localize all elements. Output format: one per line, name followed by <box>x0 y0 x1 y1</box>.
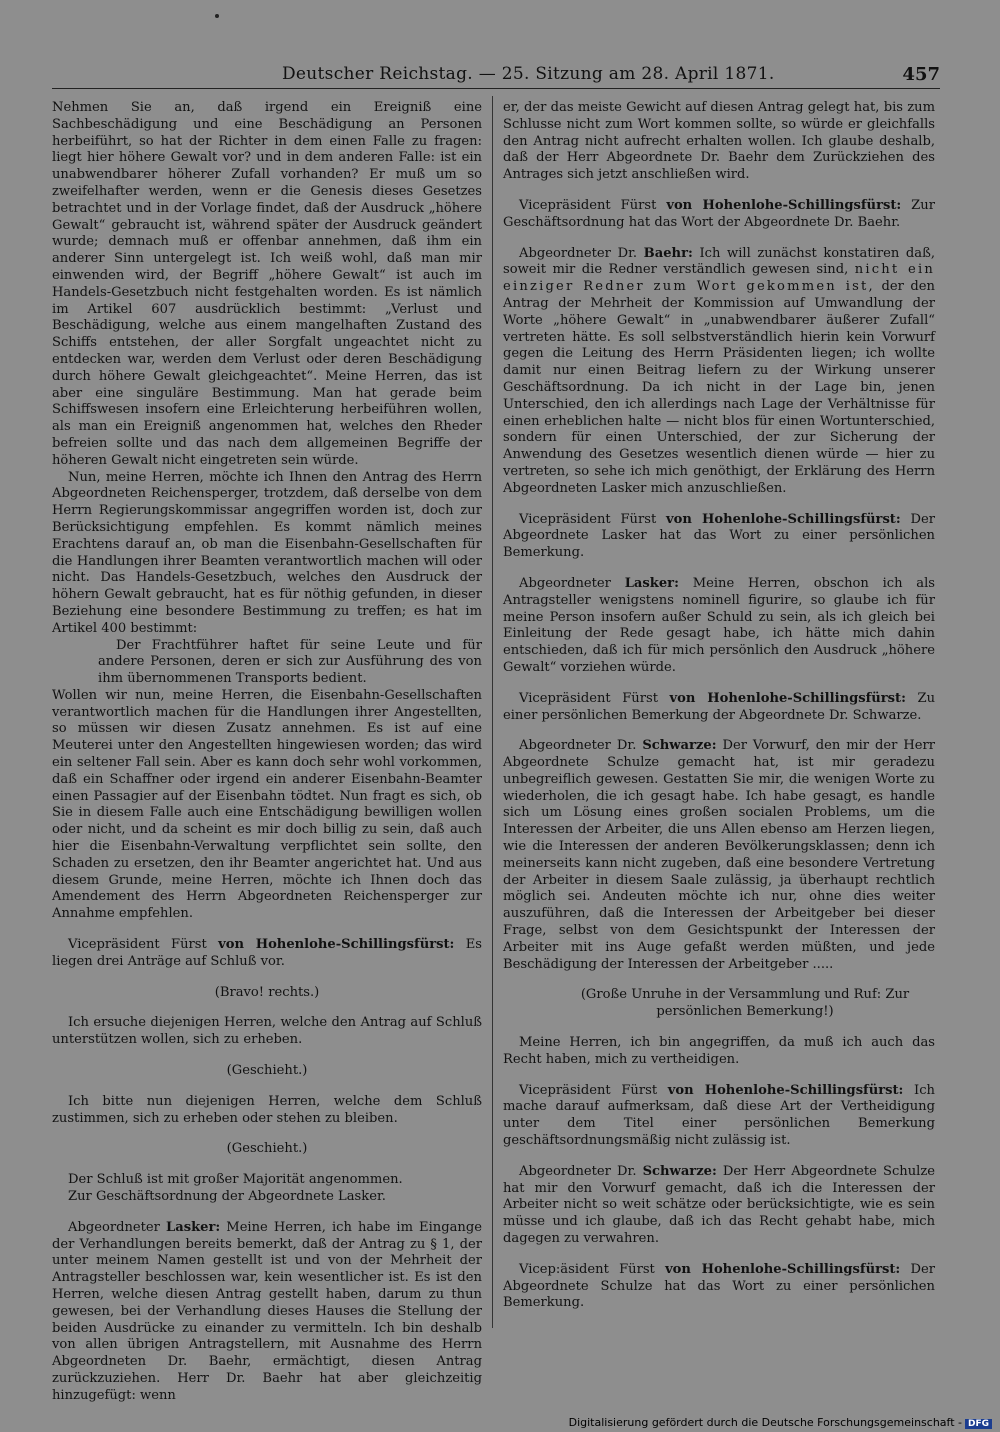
paragraph: Nun, meine Herren, möchte ich Ihnen den Antrag des Herrn Abgeordneten Reichensperger, trotzdem, daß derselbe von dem Herrn Regierungskommissar angegriffen worden ist, doch zur Berücksichtigung empfehlen. Es kommt nämlich meines Erachtens darauf an, ob man die Eisenbahn-Gesellschaften für die Handlungen ihrer Beamten verantwortlich machen will oder nicht. Das Handels-Gesetzbuch, welches den Ausdruck der höhern Gewalt gebraucht, hat es für nöthig gefunden, in dieser Beziehung eine besondere Bestimmung zu treffen; es hat im Artikel 400 bestimmt: <box>52 469 482 636</box>
interjection: (Bravo! rechts.) <box>214 984 320 1000</box>
page-number: 457 <box>902 64 940 85</box>
speech-text: Meine Herren, obschon ich als Antragsteller wenigstens nominell figurire, so glaube ich für meine Person insofern außer Schuld zu sein, als ich gleich bei Einleitung der Rede gesagt habe, ich hätte mich dahin entschieden, daß ich für mich persönlich den Ausdruck „höhere Gewalt“ vorziehen würde. <box>503 575 935 675</box>
speaker-role: Vicepräsident Fürst <box>519 1082 658 1098</box>
speaker-paragraph <box>503 1164 935 1248</box>
running-title: Deutscher Reichstag. — 25. Sitzung am 28. April 1871. <box>282 64 775 84</box>
speech-text: Der Herr Abgeordnete Schulze hat mir den Vorwurf gemacht, daß ich die Interessen der Arbeiter nicht so weit schätze oder berücksichtigte, wie es sein müsse und ich glaube, daß ich das Recht gehabt habe, mich dagegen zu verwahren. <box>503 1163 935 1247</box>
block-quote: Der Frachtführer haftet für seine Leute und für andere Personen, deren er sich zur Ausführung des von ihm übernommenen Transports bedient. <box>98 637 482 687</box>
interjection: (Geschieht.) <box>226 1141 308 1157</box>
speaker-paragraph <box>52 937 482 971</box>
speaker-name: von Hohenlohe-Schillingsfürst: <box>665 1261 901 1277</box>
speaker-role: Vicepräsident Fürst <box>519 511 657 527</box>
spaced-emphasis: nicht ein einziger Redner zum Wort gekommen ist, <box>503 262 935 295</box>
speaker-paragraph <box>503 1083 935 1150</box>
paragraph: Ich bitte nun diejenigen Herren, welche dem Schluß zustimmen, sich zu erheben oder stehen zu bleiben. <box>52 1093 482 1126</box>
speaker-paragraph <box>503 576 935 677</box>
speaker-role: Vicepräsident Fürst <box>519 690 658 706</box>
speaker-name: von Hohenlohe-Schillingsfürst: <box>669 690 906 706</box>
paragraph: Wollen wir nun, meine Herren, die Eisenbahn-Gesellschaften verantwortlich machen für die Handlungen ihrer Angestellten, so müssen wir diesen Zusatz annehmen. Es ist auf eine Meuterei unter den Angestellten hingewiesen worden; das wird ein seltener Fall sein. Aber es kann doch sehr wohl vorkommen, daß ein Schaffner oder irgend ein anderer Eisenbahn-Beamter einen Passagier auf der Eisenbahn tödtet. Nun fragt es sich, ob Sie in diesem Falle auch eine Entschädigung bewilligen wollen oder nicht, und da scheint es mir doch billig zu sein, daß auch hier die Eisenbahn-Verwaltung verpflichtet sein sollte, den Schaden zu ersetzen, den ihr Beamter angerichtet hat. Und aus diesem Grunde, meine Herren, möchte ich Ihnen doch das Amendement des Herrn Abgeordneten Reichensperger zur Annahme empfehlen. <box>52 687 482 922</box>
paragraph: Meine Herren, ich bin angegriffen, da muß ich auch das Recht haben, mich zu vertheidigen. <box>503 1035 935 1067</box>
speaker-role: Abgeordneter Dr. <box>519 245 638 261</box>
speaker-name: Lasker: <box>624 575 679 591</box>
column-divider <box>492 96 493 1328</box>
dfg-logo: DFG <box>965 1419 992 1429</box>
speech-text: Der Vorwurf, den mir der Herr Abgeordnete Schulze gemacht hat, ist mir geradezu unbegreiflich gewesen. Gestatten Sie mir, die wenigen Worte zu wiederholen, die ich gesagt habe. Ich habe gesagt, es handle sich um Lösung eines großen socialen Problems, um die Interessen der Arbeiter, die uns Allen ebenso am Herzen liegen, wie die Interessen der anderen Bevölkerungsklassen; denn ich meinerseits kann nicht zugeben, daß eine besondere Vertretung der Arbeiter in diesem Saale zulässig, ja überhaupt rechtlich möglich sei. Andeuten möchte ich nur, ohne dies weiter auszuführen, daß die Interessen der Arbeitgeber bei dieser Frage, selbst von dem Gesichtspunkt der Interessen der Arbeiter mit ins Auge gefaßt werden müßten, und jede Beschädigung der Interessen der Arbeitgeber ..... <box>503 738 936 972</box>
interjection: (Geschieht.) <box>226 1063 308 1079</box>
speech-text: Ich mache darauf aufmerksam, daß diese Art der Vertheidigung unter dem Titel einer persönlichen Bemerkung geschäftsordnungsmäßig nicht zulässig ist. <box>503 1082 935 1149</box>
speech-text: der den Antrag der Mehrheit der Kommission auf Umwandlung der Worte „höhere Gewalt“ in „unabwendbarer äußerer Zufall“ vertreten hätte. Es soll selbstverständlich hierin kein Vorwurf gegen die Leitung des Herrn Präsidenten liegen; ich wollte damit nur einen Beitrag liefern zu der Wirkung unserer Geschäftsordnung. Da ich nicht in der Lage bin, jenen Unterschied, den ich allerdings nach Lage der Verhältnisse für einen erheblichen halte — nicht blos für einen Wortunterschied, sondern für einen Unterschied, der zur Sicherung der Anwendung des Gesetzes wesentlich dienen würde — hier zu vertreten, so sehe ich mich genöthigt, der Erklärung des Herrn Abgeordneten Lasker mich anzuschließen. <box>503 279 935 496</box>
speech-text: Es liegen drei Anträge auf Schluß vor. <box>52 937 482 969</box>
speaker-role: Vicep:äsident Fürst <box>519 1261 655 1277</box>
right-column <box>503 100 935 1312</box>
left-column <box>52 100 482 1405</box>
speech-text: Der Abgeordnete Schulze hat das Wort zu einer persönlichen Bemerkung. <box>503 1261 936 1311</box>
speaker-name: Baehr: <box>643 245 693 261</box>
speaker-paragraph <box>503 738 935 973</box>
speaker-paragraph <box>503 512 935 562</box>
scan-speck <box>215 14 219 18</box>
speech-text: Zur Geschäftsordnung hat das Wort der Abgeordnete Dr. Baehr. <box>503 197 935 230</box>
page-header <box>52 64 940 88</box>
paragraph: Der Schluß ist mit großer Majorität angenommen. <box>68 1172 403 1188</box>
speaker-name: von Hohenlohe-Schillingsfürst: <box>218 937 455 953</box>
speaker-name: Schwarze: <box>642 1163 717 1179</box>
speaker-role: Abgeordneter Dr. <box>519 1163 637 1179</box>
paragraph: Zur Geschäftsordnung der Abgeordnete Lasker. <box>68 1189 386 1205</box>
credit-text: Digitalisierung gefördert durch die Deutsche Forschungsgemeinschaft - <box>568 1416 962 1429</box>
speaker-paragraph <box>503 1262 935 1312</box>
speaker-name: Lasker: <box>166 1219 221 1235</box>
speech-text: Ich will zunächst konstatiren daß, soweit mir die Redner verständlich gewesen sind, <box>503 245 935 278</box>
speaker-role: Abgeordneter Dr. <box>519 738 637 754</box>
speaker-role: Vicepräsident Fürst <box>68 937 207 953</box>
speaker-paragraph <box>503 246 935 498</box>
speaker-role: Abgeordneter <box>68 1219 160 1235</box>
speech-text: Meine Herren, ich habe im Eingange der Verhandlungen bereits bemerkt, daß der Antrag zu § 1, der unter meinem Namen gestellt ist und von der Mehrheit der Antragsteller beschlossen war, kein wesentlicher ist. Es ist den Herren, welche diesen Antrag gestellt haben, darum zu thun gewesen, bei der Verhandlung dieses Hauses die Stellung der beiden Ausdrücke zu einander zu vermitteln. Ich bin deshalb von allen übrigen Antragstellern, mit Ausnahme des Herrn Abgeordneten Dr. Baehr, ermächtigt, diesen Antrag zurückzuziehen. Herr Dr. Baehr hat aber gleichzeitig hinzugefügt: wenn <box>52 1219 482 1403</box>
speech-text: Zu einer persönlichen Bemerkung der Abgeordnete Dr. Schwarze. <box>503 690 935 723</box>
speaker-name: von Hohenlohe-Schillingsfürst: <box>667 1082 904 1098</box>
speaker-paragraph <box>503 691 935 725</box>
paragraph: Nehmen Sie an, daß irgend ein Ereigniß eine Sachbeschädigung und eine Beschädigung an Personen herbeiführt, so hat der Richter in dem einen Falle zu fragen: liegt hier höhere Gewalt vor? und in dem anderen Falle: ist ein unabwendbarer höherer Zufall vorhanden? Er muß um so zweifelhafter werden, wenn er die Genesis dieses Gesetzes betrachtet und in der Vorlage findet, daß der Ausdruck „höhere Gewalt“ gebraucht ist, während später der Ausdruck geändert wurde; demnach muß er offenbar annehmen, daß ihm ein anderer Sinn untergelegt ist. Ich weiß wohl, daß man mir einwenden wird, der Begriff „höhere Gewalt“ ist auch im Handels-Gesetzbuch nicht festgehalten worden. Es ist nämlich im Artikel 607 ausdrücklich bestimmt: „Verlust und Beschädigung, welche aus einem mangelhaften Zustand des Schiffs entstehen, der aller Sorgfalt ungeachtet nicht zu entdecken war, werden dem Verlust oder deren Beschädigung durch höhere Gewalt gleichgeachtet“. Meine Herren, das ist aber eine singuläre Bestimmung. Man hat gerade beim Schiffswesen insofern eine Erleichterung herbeiführen wollen, als man ein Ereigniß angenommen hat, welches den Rheder befreien sollte und das nach dem allgemeinen Begriffe der höheren Gewalt nicht eingetreten sein würde. <box>52 100 482 468</box>
interjection: (Große Unruhe in der Versammlung und Ruf: Zur persönlichen Bemerkung!) <box>580 987 910 1020</box>
speaker-paragraph <box>503 198 935 232</box>
header-rule <box>52 88 940 89</box>
speaker-name: von Hohenlohe-Schillingsfürst: <box>666 511 901 527</box>
speaker-name: Schwarze: <box>642 738 717 754</box>
digitization-credit <box>569 1416 992 1429</box>
paragraph: er, der das meiste Gewicht auf diesen Antrag gelegt hat, bis zum Schlusse nicht zum Wort kommen sollte, so würde er gleichfalls den Antrag nicht aufrecht erhalten wollen. Ich glaube deshalb, daß der Herr Abgeordnete Dr. Baehr dem Zurückziehen des Antrages sich jetzt anschließen wird. <box>503 100 935 183</box>
speaker-role: Abgeordneter <box>519 575 611 591</box>
speaker-paragraph <box>52 1220 482 1405</box>
speaker-name: von Hohenlohe-Schillingsfürst: <box>666 197 902 213</box>
speaker-role: Vicepräsident Fürst <box>519 197 657 213</box>
paragraph: Ich ersuche diejenigen Herren, welche den Antrag auf Schluß unterstützen wollen, sich zu erheben. <box>52 1015 482 1048</box>
speech-text: Der Abgeordnete Lasker hat das Wort zu einer persönlichen Bemerkung. <box>503 511 935 561</box>
